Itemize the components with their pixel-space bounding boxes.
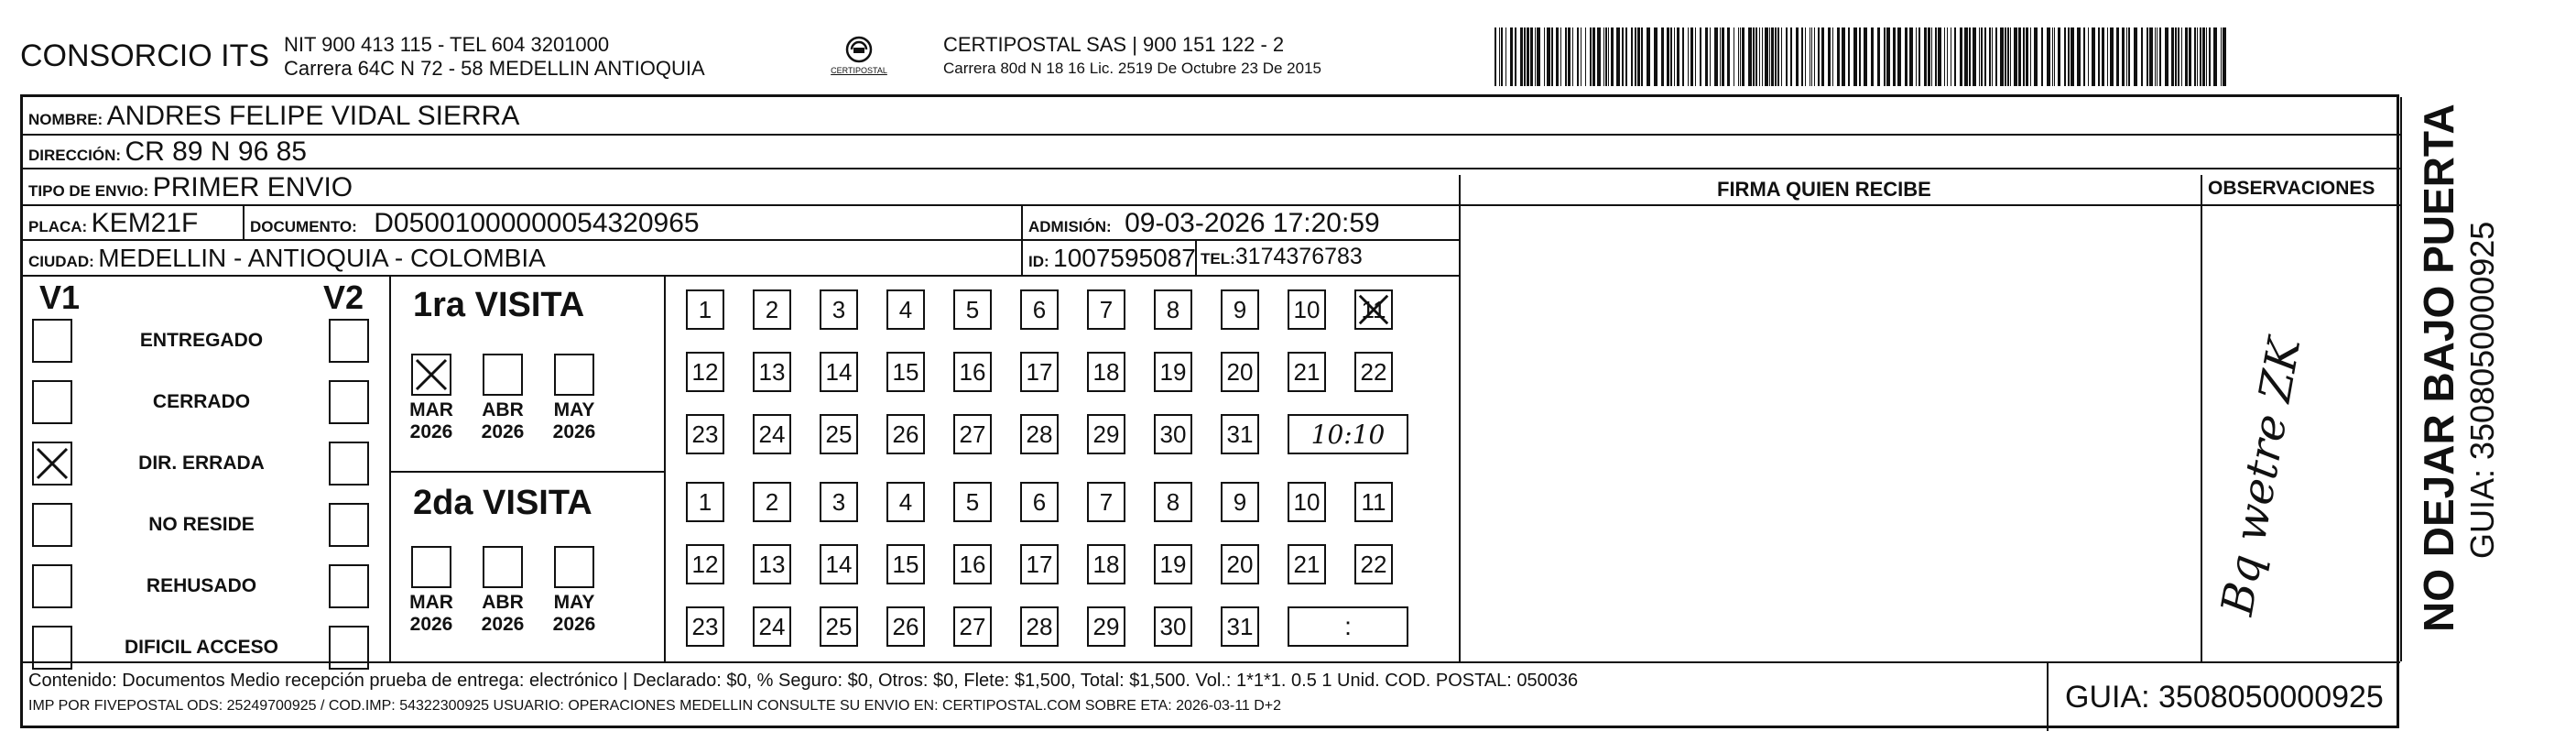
ciudad-label: CIUDAD: xyxy=(28,253,94,270)
visit2-day-box[interactable]: 11 xyxy=(1354,482,1393,522)
status-v2-checkbox[interactable] xyxy=(329,564,369,608)
status-label: CERRADO xyxy=(152,391,251,412)
observaciones-label: OBSERVACIONES xyxy=(2208,178,2375,199)
visit1-day-box[interactable]: 31 xyxy=(1221,414,1259,454)
visit2-time-box[interactable]: : xyxy=(1288,606,1408,647)
visit1-day-box[interactable]: 6 xyxy=(1020,289,1059,330)
visit2-day-box[interactable]: 5 xyxy=(953,482,992,522)
visit1-day-box[interactable]: 2 xyxy=(753,289,791,330)
visit2-day-box[interactable]: 14 xyxy=(820,544,858,584)
status-v1-checkbox[interactable] xyxy=(32,442,72,486)
visit-month-label: MAY 2026 xyxy=(542,592,606,636)
visit2-day-box[interactable]: 28 xyxy=(1020,606,1059,647)
visit-year-label: 2026 xyxy=(552,614,596,635)
visit-month-label: ABR 2026 xyxy=(471,592,535,636)
tel-cell xyxy=(1201,244,1363,270)
visit1-month-checkbox[interactable] xyxy=(483,354,523,396)
status-v2-checkbox[interactable] xyxy=(329,503,369,547)
visit1-day-box[interactable]: 22 xyxy=(1354,352,1393,392)
direccion-value: CR 89 N 96 85 xyxy=(125,136,307,167)
admision-value: 09-03-2026 17:20:59 xyxy=(1125,208,1380,238)
nombre-value: ANDRES FELIPE VIDAL SIERRA xyxy=(106,101,520,131)
visit-year-label: 2026 xyxy=(481,421,525,442)
visit1-day-box[interactable]: 5 xyxy=(953,289,992,330)
visit1-day-box[interactable]: 4 xyxy=(886,289,925,330)
placa-label: PLACA: xyxy=(28,218,88,235)
visit1-day-box[interactable]: 29 xyxy=(1087,414,1125,454)
status-label: DIFICIL ACCESO xyxy=(124,637,278,658)
visit2-day-box[interactable]: 22 xyxy=(1354,544,1393,584)
company-address: Carrera 64C N 72 - 58 MEDELLIN ANTIOQUIA xyxy=(284,57,705,80)
firma-label: FIRMA QUIEN RECIBE xyxy=(1717,178,1931,201)
certipostal-address: Carrera 80d N 18 16 Lic. 2519 De Octubre 23 De 2015 xyxy=(943,60,1321,77)
visit2-day-box[interactable]: 2 xyxy=(753,482,791,522)
visit-month-label: ABR 2026 xyxy=(471,399,535,443)
company-info xyxy=(284,33,705,81)
visit1-day-box[interactable]: 25 xyxy=(820,414,858,454)
side-notice: NO DEJAR BAJO PUERTA xyxy=(2415,104,2462,632)
visit2-day-box[interactable]: 26 xyxy=(886,606,925,647)
barcode xyxy=(1495,27,2227,86)
visit1-day-box[interactable]: 20 xyxy=(1221,352,1259,392)
visit1-day-box[interactable]: 12 xyxy=(686,352,724,392)
visit2-day-box[interactable]: 9 xyxy=(1221,482,1259,522)
admision-label: ADMISIÓN: xyxy=(1028,218,1112,235)
tipo-value: PRIMER ENVIO xyxy=(152,172,353,202)
visit1-day-box[interactable]: 16 xyxy=(953,352,992,392)
visit1-day-box[interactable]: 21 xyxy=(1288,352,1326,392)
visit1-day-box[interactable]: 30 xyxy=(1154,414,1192,454)
visit2-month-checkbox[interactable] xyxy=(411,546,451,588)
visit2-day-box[interactable]: 8 xyxy=(1154,482,1192,522)
visit2-day-box[interactable]: 31 xyxy=(1221,606,1259,647)
status-v1-checkbox[interactable] xyxy=(32,626,72,670)
status-v2-checkbox[interactable] xyxy=(329,319,369,363)
nombre-row xyxy=(28,101,519,132)
visit1-day-box[interactable]: 10 xyxy=(1288,289,1326,330)
visit-year-label: 2026 xyxy=(481,614,525,635)
visit2-day-box[interactable]: 6 xyxy=(1020,482,1059,522)
tel-value: 3174376783 xyxy=(1234,244,1363,269)
status-v2-checkbox[interactable] xyxy=(329,626,369,670)
visit2-day-box[interactable]: 12 xyxy=(686,544,724,584)
company-name: CONSORCIO ITS xyxy=(20,38,270,73)
visit-month-label: MAR 2026 xyxy=(399,399,463,443)
visit2-month-checkbox[interactable] xyxy=(554,546,594,588)
footer-guia: GUIA: 3508050000925 xyxy=(2065,680,2384,715)
visit2-day-box[interactable]: 7 xyxy=(1087,482,1125,522)
documento-label: DOCUMENTO: xyxy=(250,218,357,235)
certipostal-info xyxy=(943,33,1321,81)
ciudad-value: MEDELLIN - ANTIOQUIA - COLOMBIA xyxy=(98,244,546,272)
status-v1-checkbox[interactable] xyxy=(32,319,72,363)
visit2-day-box[interactable]: 13 xyxy=(753,544,791,584)
certipostal-line: CERTIPOSTAL SAS | 900 151 122 - 2 xyxy=(943,33,1285,56)
visit1-day-box[interactable]: 14 xyxy=(820,352,858,392)
visit1-day-box[interactable]: 23 xyxy=(686,414,724,454)
visit1-day-box[interactable]: 24 xyxy=(753,414,791,454)
visit1-day-box[interactable]: 17 xyxy=(1020,352,1059,392)
visit1-day-box[interactable]: 19 xyxy=(1154,352,1192,392)
side-guia: GUIA: 3508050000925 xyxy=(2463,221,2501,559)
id-cell xyxy=(1028,244,1196,273)
v2-label: V2 xyxy=(323,278,364,316)
day-number: 11 xyxy=(1361,295,1386,323)
visit2-day-box[interactable]: 3 xyxy=(820,482,858,522)
placa-cell xyxy=(28,208,198,239)
visit1-day-box[interactable]: 27 xyxy=(953,414,992,454)
status-label: REHUSADO xyxy=(146,575,257,596)
status-v2-checkbox[interactable] xyxy=(329,442,369,486)
visit2-day-box[interactable]: 29 xyxy=(1087,606,1125,647)
visit2-day-box[interactable]: 30 xyxy=(1154,606,1192,647)
visit1-day-box[interactable]: 8 xyxy=(1154,289,1192,330)
logo-text: CERTIPOSTAL xyxy=(831,66,887,75)
documento-value: D05001000000054320965 xyxy=(374,208,700,238)
id-value: 1007595087 xyxy=(1053,244,1196,272)
visit2-day-box[interactable]: 27 xyxy=(953,606,992,647)
admision-cell xyxy=(1028,208,1380,239)
status-v1-checkbox[interactable] xyxy=(32,564,72,608)
status-label: NO RESIDE xyxy=(148,514,255,535)
visit2-day-box[interactable]: 20 xyxy=(1221,544,1259,584)
visit1-day-box[interactable]: 26 xyxy=(886,414,925,454)
handwritten-note: Bq wetre ZK xyxy=(2212,333,2311,619)
visit2-day-box[interactable]: 19 xyxy=(1154,544,1192,584)
visit2-day-box[interactable]: 17 xyxy=(1020,544,1059,584)
nit-line: NIT 900 413 115 - TEL 604 3201000 xyxy=(284,33,610,56)
visit2-day-box[interactable]: 24 xyxy=(753,606,791,647)
status-v2-checkbox[interactable] xyxy=(329,380,369,424)
visit-year-label: 2026 xyxy=(409,614,453,635)
visit2-day-box[interactable]: 21 xyxy=(1288,544,1326,584)
first-visit-label: 1ra VISITA xyxy=(413,286,585,324)
visit-year-label: 2026 xyxy=(552,421,596,442)
visit1-day-box[interactable]: 3 xyxy=(820,289,858,330)
tel-label: TEL: xyxy=(1201,250,1235,267)
visit2-day-box[interactable]: 1 xyxy=(686,482,724,522)
status-v1-checkbox[interactable] xyxy=(32,503,72,547)
second-visit-label: 2da VISITA xyxy=(413,484,592,522)
placa-value: KEM21F xyxy=(91,208,199,238)
visit1-month-checkbox[interactable] xyxy=(411,354,451,396)
status-label: DIR. ERRADA xyxy=(138,453,265,474)
direccion-label: DIRECCIÓN: xyxy=(28,147,122,164)
delivery-form xyxy=(20,94,2399,728)
check-x-mark xyxy=(34,443,71,484)
visit2-day-box[interactable]: 18 xyxy=(1087,544,1125,584)
status-label: ENTREGADO xyxy=(139,330,264,351)
visit2-day-box[interactable]: 15 xyxy=(886,544,925,584)
visit1-time-box[interactable]: 10:10 xyxy=(1288,414,1408,454)
visit-month-label: MAY 2026 xyxy=(542,399,606,443)
nombre-label: NOMBRE: xyxy=(28,111,103,128)
certipostal-logo xyxy=(813,35,905,79)
visit1-day-box[interactable]: 9 xyxy=(1221,289,1259,330)
tipo-row xyxy=(28,172,353,203)
visit2-day-box[interactable]: 23 xyxy=(686,606,724,647)
v1-label: V1 xyxy=(39,278,81,316)
ciudad-cell xyxy=(28,244,546,273)
footer-imprint: IMP POR FIVEPOSTAL ODS: 25249700925 / COD.IMP: 54322300925 USUARIO: OPERACIONES MEDELLIN CONSULTE SU ENVIO EN: CERTIPOSTAL.COM SOBRE ETA: 2026-03-11 D+2 xyxy=(28,698,1282,714)
visit-year-label: 2026 xyxy=(409,421,453,442)
visit1-day-box[interactable]: 13 xyxy=(753,352,791,392)
direccion-row xyxy=(28,136,307,168)
status-v1-checkbox[interactable] xyxy=(32,380,72,424)
visit2-month-checkbox[interactable] xyxy=(483,546,523,588)
visit1-day-box[interactable]: 18 xyxy=(1087,352,1125,392)
visit2-day-box[interactable]: 25 xyxy=(820,606,858,647)
visit1-day-box[interactable]: 7 xyxy=(1087,289,1125,330)
visit-month-label: MAR 2026 xyxy=(399,592,463,636)
visit1-month-checkbox[interactable] xyxy=(554,354,594,396)
tipo-label: TIPO DE ENVIO: xyxy=(28,182,149,200)
visit1-day-box[interactable]: 28 xyxy=(1020,414,1059,454)
visit2-day-box[interactable]: 4 xyxy=(886,482,925,522)
visit1-day-box[interactable] xyxy=(1354,289,1393,330)
visit1-day-box[interactable]: 15 xyxy=(886,352,925,392)
visit2-day-box[interactable]: 16 xyxy=(953,544,992,584)
documento-cell xyxy=(250,208,700,239)
footer-contents: Contenido: Documentos Medio recepción prueba de entrega: electrónico | Declarado: $0, % Seguro: $0, Otros: $0, Flete: $1,500, Total: $1,500. Vol.: 1*1*1. 0.5 1 Unid. COD. POSTAL: 050036 xyxy=(28,671,1579,691)
visit1-day-box[interactable]: 1 xyxy=(686,289,724,330)
id-label: ID: xyxy=(1028,253,1049,270)
visit2-day-box[interactable]: 10 xyxy=(1288,482,1326,522)
check-x-mark xyxy=(413,355,450,394)
